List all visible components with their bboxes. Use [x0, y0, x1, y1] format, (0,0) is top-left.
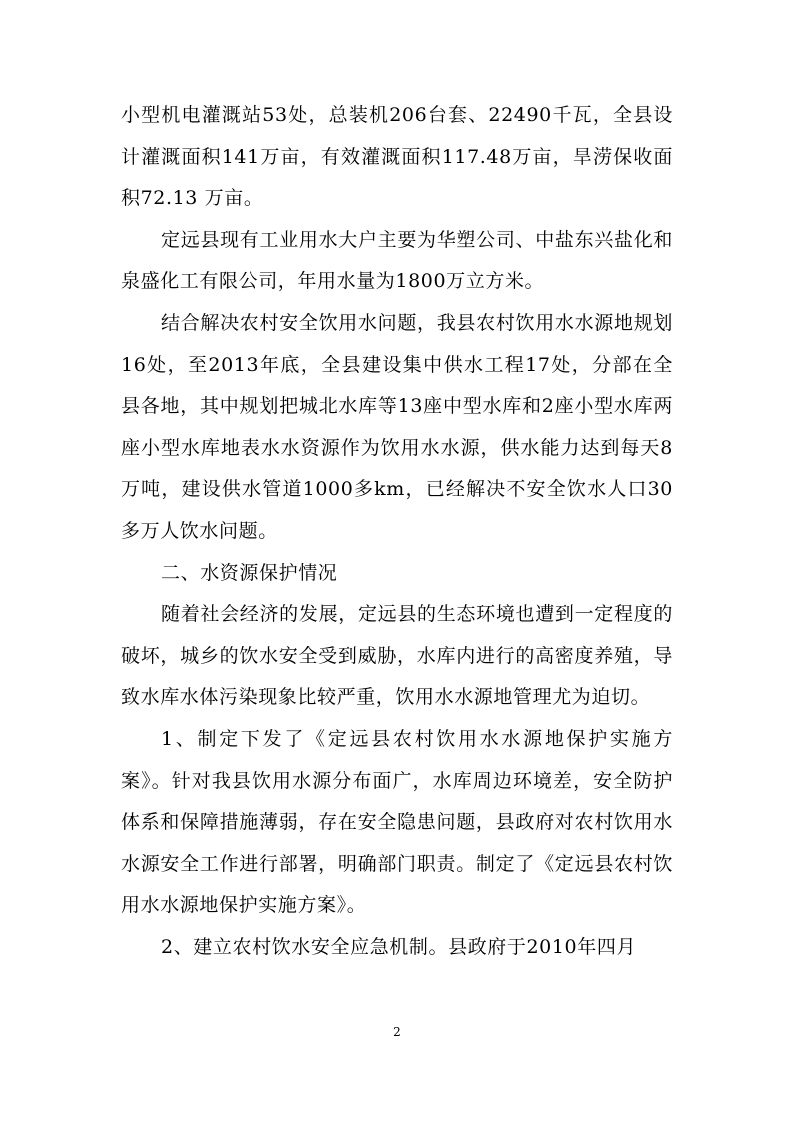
- paragraph-protection-plan: 1、制定下发了《定远县农村饮用水水源地保护实施方案》。针对我县饮用水源分布面广，水库周边环境差，安全防护体系和保障措施薄弱，存在安全隐患问题，县政府对农村饮用水水源安全工作进行部署，明确部门职责。制定了《定远县农村饮用水水源地保护实施方案》。: [121, 727, 673, 917]
- document-body: [121, 95, 673, 968]
- paragraph-ecological-environment: 随着社会经济的发展，定远县的生态环境也遭到一定程度的破坏，城乡的饮水安全受到威胁，水库内进行的高密度养殖，导致水库水体污染现象比较严重，饮用水水源地管理尤为迫切。: [121, 603, 673, 709]
- paragraph-irrigation-stats: 小型机电灌溉站53处，总装机206台套、22490千瓦，全县设计灌溉面积141万亩，有效灌溉面积117.48万亩，旱涝保收面积72.13 万亩。: [121, 104, 673, 210]
- section-heading-water-protection: 二、水资源保护情况: [161, 561, 338, 584]
- paragraph-emergency-mechanism: 2、建立农村饮水安全应急机制。县政府于2010年四月: [161, 935, 637, 958]
- paragraph-rural-drinking-water: 结合解决农村安全饮用水问题，我县农村饮用水水源地规划16处，至2013年底，全县建设集中供水工程17处，分部在全县各地，其中规划把城北水库等13座中型水库和2座小型水库两座小型水库地表水水资源作为饮用水水源，供水能力达到每天8万吨，建设供水管道1000多km，已经解决不安全饮水人口30多万人饮水问题。: [121, 311, 673, 542]
- page-number: 2: [393, 1025, 401, 1039]
- paragraph-industrial-water-use: 定远县现有工业用水大户主要为华塑公司、中盐东兴盐化和泉盛化工有限公司，年用水量为1800万立方米。: [121, 228, 673, 293]
